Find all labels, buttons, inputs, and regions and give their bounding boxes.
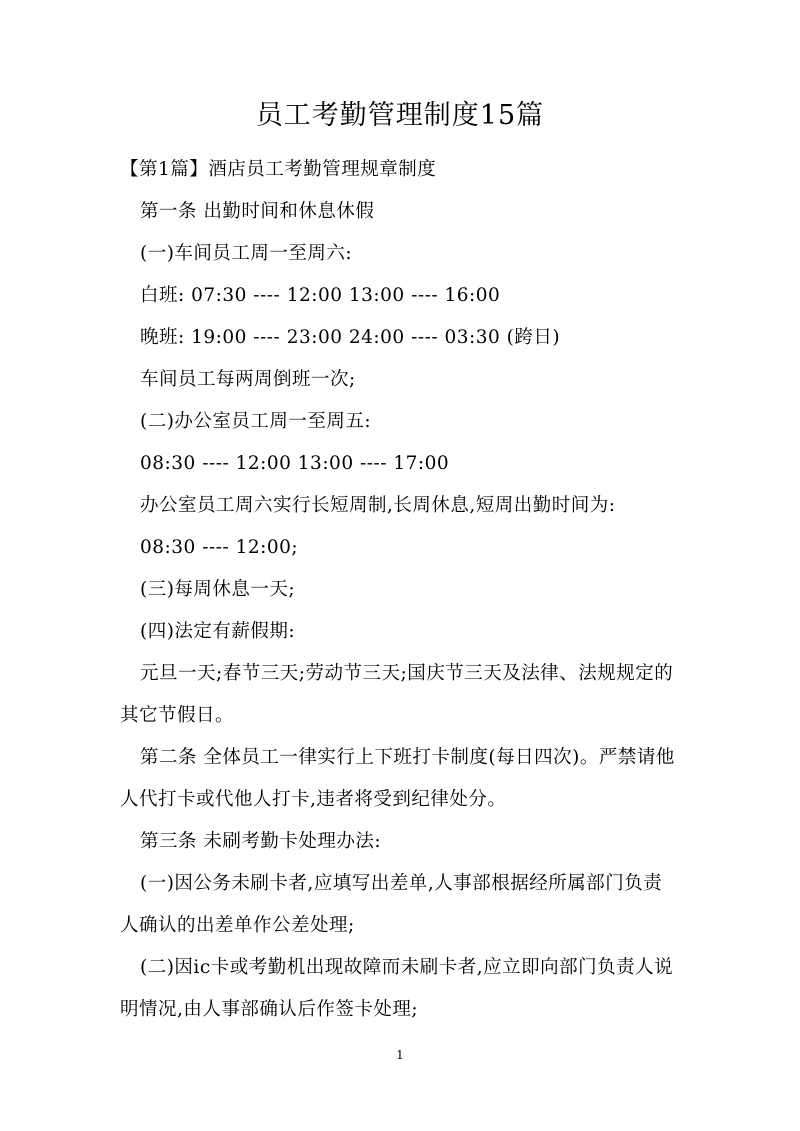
paragraph-line: 第二条 全体员工一律实行上下班打卡制度(每日四次)。严禁请他 bbox=[140, 747, 675, 768]
paragraph-line: 第一条 出勤时间和休息休假 bbox=[140, 201, 375, 222]
paragraph-line: 晚班: 19:00 ---- 23:00 24:00 ---- 03:30 (跨日) bbox=[140, 327, 561, 348]
paragraph-line: 元旦一天;春节三天;劳动节三天;国庆节三天及法律、法规规定的 bbox=[140, 663, 674, 684]
paragraph-line: 08:30 ---- 12:00; bbox=[140, 537, 299, 558]
paragraph-line: (二)办公室员工周一至周五: bbox=[140, 411, 372, 432]
paragraph-line: (一)车间员工周一至周六: bbox=[140, 243, 353, 264]
paragraph-line: (四)法定有薪假期: bbox=[140, 621, 296, 642]
paragraph-line: 车间员工每两周倒班一次; bbox=[140, 369, 356, 390]
paragraph-line: 其它节假日。 bbox=[120, 705, 235, 726]
paragraph-line: (一)因公务未刷卡者,应填写出差单,人事部根据经所属部门负责 bbox=[140, 873, 663, 894]
paragraph-line: 办公室员工周六实行长短周制,长周休息,短周出勤时间为: bbox=[140, 495, 616, 516]
paragraph-line: 人代打卡或代他人打卡,违者将受到纪律处分。 bbox=[120, 789, 507, 810]
paragraph-line: (三)每周休息一天; bbox=[140, 579, 296, 600]
paragraph-line: 第三条 未刷考勤卡处理办法: bbox=[140, 831, 382, 852]
paragraph-line: 人确认的出差单作公差处理; bbox=[120, 915, 355, 936]
document-title: 员工考勤管理制度15篇 bbox=[255, 100, 545, 131]
paragraph-line: 明情况,由人事部确认后作签卡处理; bbox=[120, 999, 419, 1020]
paragraph-line: 白班: 07:30 ---- 12:00 13:00 ---- 16:00 bbox=[140, 285, 501, 306]
page-number: 1 bbox=[396, 1048, 404, 1062]
section-heading: 【第1篇】酒店员工考勤管理规章制度 bbox=[120, 159, 437, 180]
paragraph-line: (二)因ic卡或考勤机出现故障而未刷卡者,应立即向部门负责人说 bbox=[140, 957, 674, 978]
paragraph-line: 08:30 ---- 12:00 13:00 ---- 17:00 bbox=[140, 453, 450, 474]
